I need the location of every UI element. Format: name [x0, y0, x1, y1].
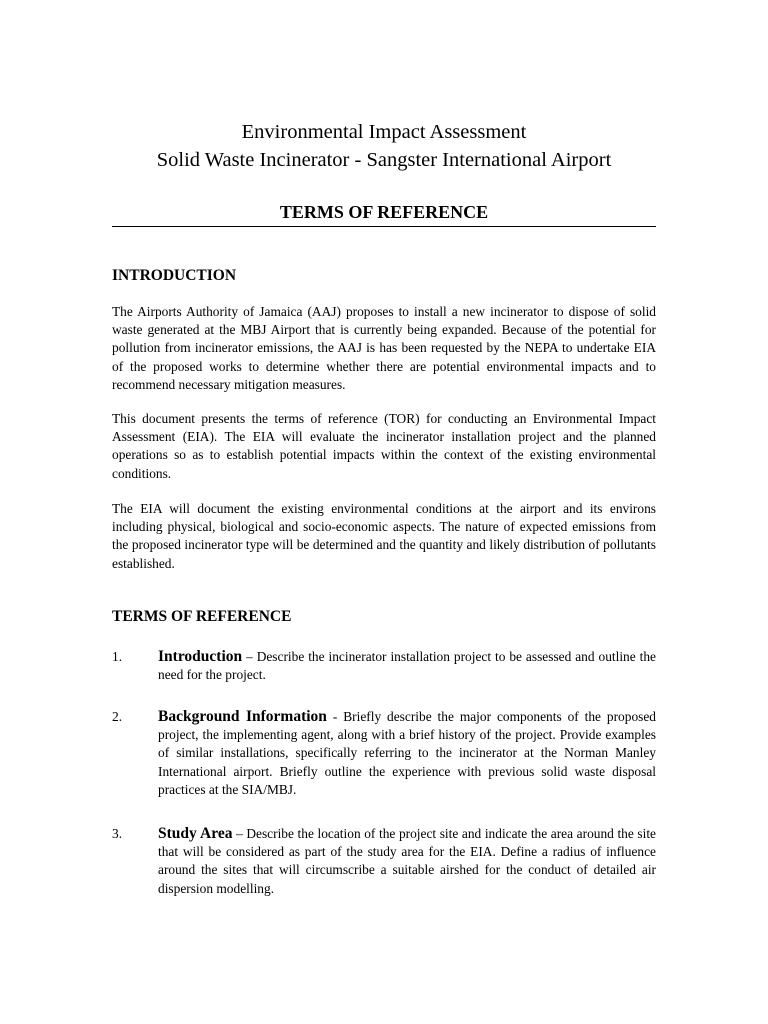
tor-item-text: – Describe the location of the project site and indicate the area around the site that will be considered as part of the study area for the EIA. Define a radius of influence around the sites that will circumscribe a suitable airshed for the conduct of detailed air dispersion modelling. [158, 826, 656, 896]
tor-item-body [158, 648, 656, 684]
tor-item-number: 3. [112, 826, 123, 841]
tor-item-title: Background Information [158, 708, 327, 725]
document-title-line-2: Solid Waste Incinerator - Sangster International Airport [156, 149, 612, 171]
introduction-paragraph-1: The Airports Authority of Jamaica (AAJ) proposes to install a new incinerator to dispose of solid waste generated at the MBJ Airport that is currently being expanded. Because of the potential for pollution from incinerator emissions, the AAJ is has been requested by the NEPA to undertake EIA of the proposed works to determine whether there are potential environmental impacts and to recommend necessary mitigation measures. [112, 304, 656, 392]
tor-item-number: 1. [112, 649, 123, 664]
tor-item-text: – Describe the incinerator installation project to be assessed and outline the need for the project. [158, 649, 656, 683]
document-subtitle: TERMS OF REFERENCE [279, 202, 489, 222]
terms-of-reference-heading: TERMS OF REFERENCE [112, 608, 292, 625]
document-page [112, 0, 656, 1024]
tor-item-body [158, 708, 656, 799]
tor-item-text: - Briefly describe the major components of the proposed project, the implementing agent, along with a brief history of the project. Provide examples of similar installations, specifically referring to the incinerator at the Norman Manley International airport. Briefly outline the experience with previous solid waste disposal practices at the SIA/MBJ. [158, 709, 656, 797]
introduction-paragraph-2: This document presents the terms of reference (TOR) for conducting an Environmental Impact Assessment (EIA). The EIA will evaluate the incinerator installation project and the planned operations so as to establish potential impacts within the context of the existing environmental conditions. [112, 411, 656, 481]
tor-item-title: Introduction [158, 648, 243, 665]
tor-item-title: Study Area [158, 825, 233, 842]
tor-item-body [158, 825, 656, 898]
introduction-paragraph-3: The EIA will document the existing environmental conditions at the airport and its environs including physical, biological and socio-economic aspects. The nature of expected emissions from the proposed incinerator type will be determined and the quantity and likely distribution of pollutants established. [112, 501, 656, 571]
tor-item-number: 2. [112, 709, 123, 724]
title-divider [112, 226, 656, 227]
introduction-heading: INTRODUCTION [112, 267, 237, 284]
document-title-line-1: Environmental Impact Assessment [241, 121, 527, 143]
